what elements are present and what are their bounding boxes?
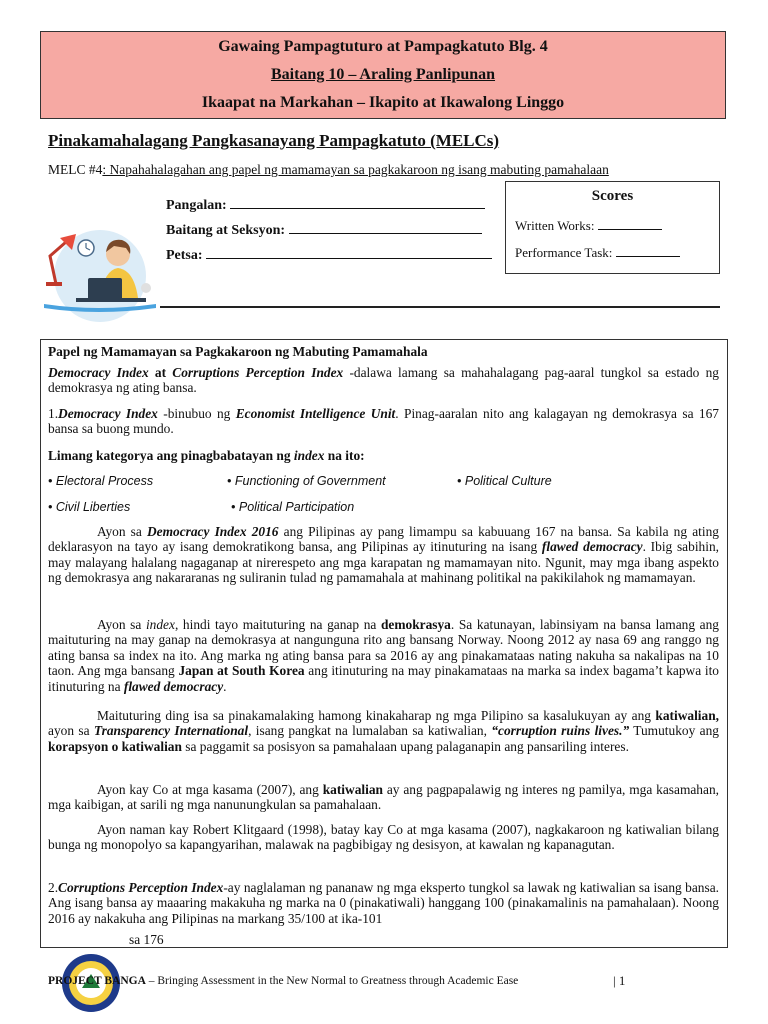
di-text-1: -binubuo ng [157,406,236,421]
cat-heading-2: index [293,448,325,463]
cat-heading-3: na ito: [324,448,365,463]
name-label: Pangalan: [166,198,227,213]
intro-paragraph [48,365,719,396]
category-label: Political Participation [238,500,355,514]
page-number: | 1 [613,973,626,988]
performance-task-blank[interactable] [616,244,680,257]
category-item: • Electoral Process [48,474,154,488]
p1-text-1: Ayon sa [97,524,147,539]
written-works-label: Written Works: [515,218,595,233]
p2-text-5: . [223,678,227,694]
title-line-2: Baitang 10 – Araling Panlipunan [270,66,496,83]
p3-text-1: Maituturing ding isa sa pinakamalaking hamong kinakaharap ng mga Pilipino sa kasalukuyan ay ang [97,708,656,723]
melc-text: : Napahahalagahan ang papel ng mamamayan sa pagkakaroon ng isang mabuting pamahalaan [102,162,609,177]
scores-title: Scores [591,188,634,204]
paragraph-1 [48,524,719,586]
p4-text-2: ay ang pagpapalawig ng interes ng pamilya, mga kasamahan, mga kaibigan, at sarili ng mga nanunungkulan sa pamahalaan. [48,782,719,813]
date-blank[interactable] [206,244,492,259]
written-works-blank[interactable] [598,217,662,230]
section-divider [160,306,720,308]
melc-label: MELC #4 [48,162,103,177]
p3-text-3: , isang pangkat na lumalaban sa katiwalian, [248,723,492,739]
p1-emph-2: flawed democracy [541,539,643,555]
lesson-content [40,339,728,948]
performance-task-row[interactable] [515,244,680,261]
student-illustration [36,212,162,324]
paragraph-5: Ayon naman kay Robert Klitgaard (1998), batay kay Co at mga kasama (2007), nagkakaroon ng katiwalian bilang bunga ng monopolyo sa kapangyarihan, malawak na pagbibigay ng desisyon, at kawalan ng kapanagutan. [48,822,719,853]
footer-project-line [48,975,518,987]
grade-section-field[interactable] [166,219,482,239]
p3-text-5: sa paggamit sa posisyon sa pamahalaan upang palaganapin ang pansariling interes. [181,738,629,754]
cpi-term: Corruptions Perception Index [58,880,224,895]
p2-emph-2: demokrasya [380,617,451,632]
title-line-3: Ikaapat na Markahan – Ikapito at Ikawalong Linggo [201,94,565,111]
p2-text-2: , hindi tayo maituturing na ganap na [174,617,381,632]
p1-text-2: ang Pilipinas ay pang limampu sa kabuuang 167 na bansa. Sa kabila ng ating deklarasyon na tayo ay isang demokratikong bansa, ang Pilipinas ay itinuturing na isang [48,524,719,555]
p3-text-4: Tumutukoy ang [629,723,719,739]
p4-text-1: Ayon kay Co at mga kasama (2007), ang [97,782,323,797]
category-item: • Political Culture [457,474,552,488]
category-label: Political Culture [464,474,552,488]
grade-section-label: Baitang at Seksyon: [166,223,286,238]
category-label: Civil Liberties [55,500,131,514]
performance-task-label: Performance Task: [515,245,613,260]
category-label: Electoral Process [55,474,154,488]
item-number-2: 2. [48,880,59,895]
democracy-index-definition [48,406,719,437]
date-field[interactable] [166,244,492,264]
name-field[interactable] [166,194,485,214]
p4-emph-1: katiwalian [322,782,383,797]
grade-section-blank[interactable] [289,219,482,234]
intro-text: -dalawa lamang sa mahahalagang pag-aaral tungkol sa estado ng demokrasya ng ating bansa. [48,365,719,396]
scores-box [505,181,720,274]
di-text-2: . Pinag-aaralan nito ang kalagayan ng demokrasya sa 167 bansa sa buong mundo. [48,406,719,437]
item-number-1: 1. [48,406,59,421]
melc-statement [48,162,609,178]
p3-emph-3: “corruption ruins lives.” [491,723,630,739]
title-line-1: Gawaing Pampagtuturo at Pampagkatuto Blg. 4 [218,38,548,55]
p3-emph-2: Transparency International [93,723,249,739]
p2-emph-1: index [145,617,175,632]
cpi-text: -ay naglalaman ng pananaw ng mga eksperto tungkol sa lawak ng katiwalian sa isang bansa. Ang isang bansa ay maaaring makakuha ng marka na 0 (pinakatiwali) hanggang 100 (pinakamalinis na pamahalaan). Noong 2016 ay nakakuha ang Pilipinas na markang 35/100 at ika-101 [48,880,719,926]
melcs-heading: Pinakamahalagang Pangkasanayang Pampagkatuto (MELCs) [48,131,500,150]
category-label: Functioning of Government [234,474,386,488]
category-item: • Civil Liberties [48,500,131,514]
p1-text-3: . Ibig sabihin, may malayang halalang nagaganap at nirerespeto ang mga karapatan ng mamamayan nito. Ngunit, may mga ibang aspekto ng demokrasya ang nakararanas ng suliranin tulad ng pamamahala at mahinang politikal na pakikilahok ng mamamayan. [48,539,719,586]
di-term: Democracy Index [58,406,158,421]
paragraph-4 [48,782,719,813]
category-item: • Political Participation [231,500,355,514]
p2-emph-3: Japan at South Korea [178,663,305,679]
title-banner [40,31,726,119]
p2-text-3: . Sa katunayan, labinsiyam na bansa lamang ang maituturing na may ganap na demokrasya at nangunguna rito ang bansang Norway. Noong 2012 ay nasa 69 ang ranggo ng ating bansa sa index na ito. Ang marka ng ating bansa para sa 2016 ay ang pinakamataas nating nakuha sa nakalipas na 10 taon. Ang mga bansang [48,617,719,679]
categories-heading [48,448,719,463]
lesson-title: Papel ng Mamamayan sa Pagkakaroon ng Mabuting Pamamahala [48,344,428,359]
p3-text-2: ayon sa [48,723,94,739]
di-org: Economist Intelligence Unit [235,406,396,421]
p2-text-4: ang itinuturing na may pinakamataas na marka sa index bagama’t kapwa ito itinuturing na [48,663,719,694]
p2-emph-4: flawed democracy [123,678,224,694]
term-cpi: Corruptions Perception Index [172,365,344,380]
paragraph-2 [48,617,719,694]
date-label: Petsa: [166,248,203,263]
intro-conj: at [148,365,173,380]
paragraph-3 [48,708,719,754]
cpi-definition [48,880,719,926]
category-item: • Functioning of Government [227,474,386,488]
p1-emph-1: Democracy Index 2016 [146,524,279,539]
written-works-row[interactable] [515,217,662,234]
p2-text-1: Ayon sa [97,617,146,632]
name-blank[interactable] [230,194,485,209]
cpi-last-line: sa 176 [129,932,164,947]
term-democracy-index: Democracy Index [48,365,149,380]
p3-emph-4: korapsyon o katiwalian [48,738,182,754]
footer-brand: PROJECT BANGA [48,975,146,987]
footer-tagline: – Bringing Assessment in the New Normal to Greatness through Academic Ease [145,975,519,987]
cat-heading-1: Limang kategorya ang pinagbabatayan ng [48,448,294,463]
p3-emph-1: katiwalian, [655,708,719,723]
